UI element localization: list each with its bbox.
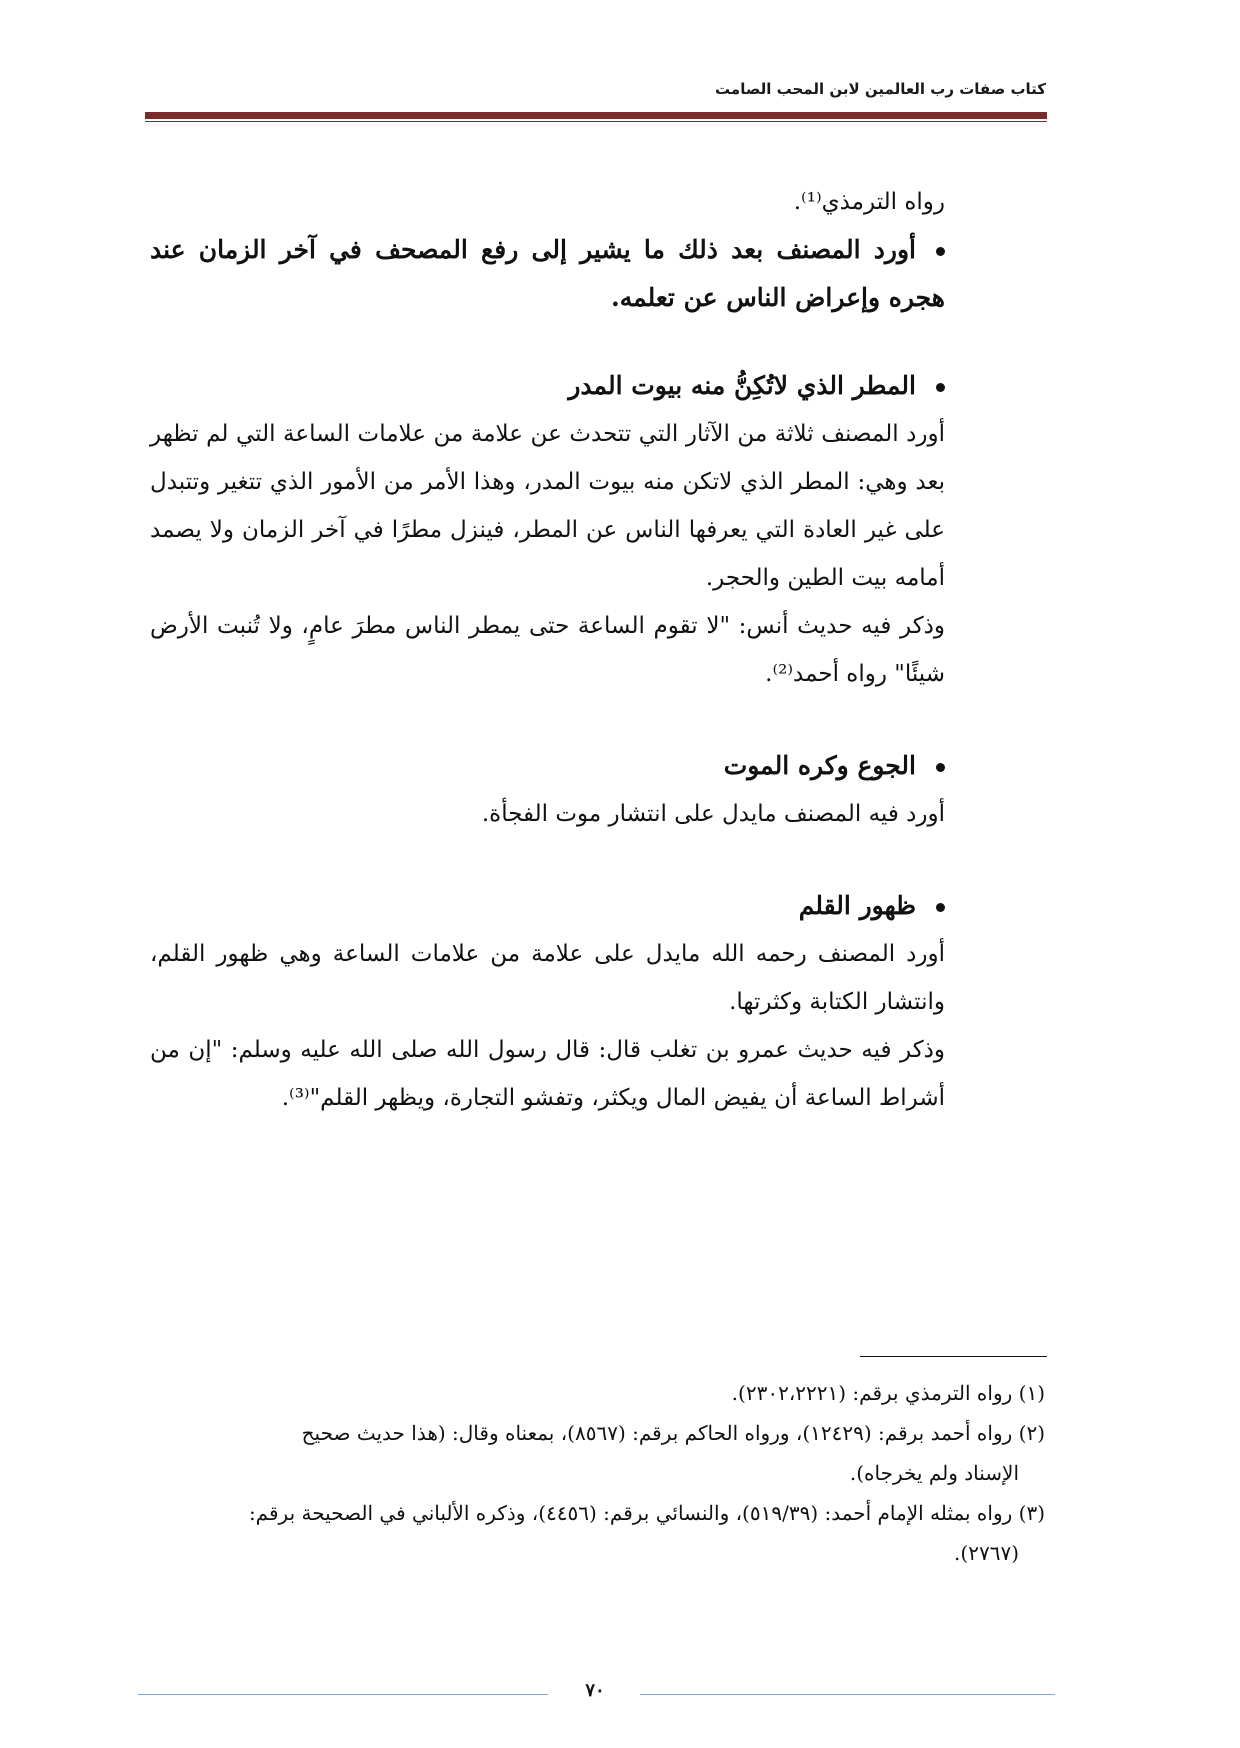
bullet-heading xyxy=(150,882,945,930)
spacer xyxy=(150,322,945,362)
footer-rule-right xyxy=(640,1694,1055,1695)
footnote-3: (٣) رواه بمثله الإمام أحمد: (٥١٩/٣٩)، والنسائي برقم: (٤٤٥٦)، وذكره الألباني في الصحيحة برقم: xyxy=(248,1501,1045,1525)
body-text xyxy=(150,178,945,1122)
running-header: كتاب صفات رب العالمين لابن المحب الصامت xyxy=(715,80,1046,98)
header-rule-thin xyxy=(145,121,1047,122)
page-number: ٧٠ xyxy=(585,1680,605,1701)
footer-rule-left xyxy=(138,1694,548,1695)
paragraph: أورد فيه المصنف مايدل على انتشار موت الفجأة. xyxy=(481,801,945,827)
bullet-icon xyxy=(936,763,945,772)
footnote-3-continued: (٢٧٦٧). xyxy=(954,1541,1019,1565)
footnotes xyxy=(150,1373,1045,1573)
paragraph: وذكر فيه حديث عمرو بن تغلب قال: قال رسول الله صلى الله عليه وسلم: "إن من أشراط الساعة أن يفيض المال ويكثر، وتفشو التجارة، ويظهر القلم"⁽³⁾. xyxy=(150,1037,945,1111)
header-rule-thick xyxy=(145,112,1047,119)
bullet-text: المطر الذي لاتُكِنُّ منه بيوت المدر xyxy=(568,371,916,400)
body-line: رواه الترمذي⁽¹⁾. xyxy=(793,189,945,215)
bullet-text: أورد المصنف بعد ذلك ما يشير إلى رفع المصحف في آخر الزمان عند هجره وإعراض الناس عن تعلمه. xyxy=(150,235,945,312)
bullet-text: ظهور القلم xyxy=(798,891,916,920)
bullet-icon xyxy=(936,903,945,912)
footnote-1: (١) رواه الترمذي برقم: (٢٣٠٢،٢٢٢١). xyxy=(731,1381,1045,1405)
bullet-heading xyxy=(150,226,945,322)
bullet-text: الجوع وكره الموت xyxy=(723,751,916,780)
paragraph: وذكر فيه حديث أنس: "لا تقوم الساعة حتى يمطر الناس مطرَ عامٍ، ولا تُنبت الأرض شيئًا" رواه أحمد⁽²⁾. xyxy=(150,613,945,687)
bullet-heading xyxy=(150,742,945,790)
bullet-heading xyxy=(150,362,945,410)
footnote-2-continued: الإسناد ولم يخرجاه). xyxy=(849,1461,1019,1485)
spacer xyxy=(150,698,945,742)
bullet-icon xyxy=(936,247,945,256)
bullet-icon xyxy=(936,383,945,392)
spacer xyxy=(150,838,945,882)
footnote-separator xyxy=(860,1356,1047,1357)
footnote-2: (٢) رواه أحمد برقم: (١٢٤٢٩)، ورواه الحاكم برقم: (٨٥٦٧)، بمعناه وقال: (هذا حديث صحيح xyxy=(301,1421,1045,1445)
paragraph: أورد المصنف رحمه الله مايدل على علامة من علامات الساعة وهي ظهور القلم، وانتشار الكتابة وكثرتها. xyxy=(150,941,945,1015)
paragraph: أورد المصنف ثلاثة من الآثار التي تتحدث عن علامة من علامات الساعة التي لم تظهر بعد وهي: المطر الذي لاتكن منه بيوت المدر، وهذا الأمر من الأمور الذي تتغير وتتبدل على غير العادة التي يعرفها الناس عن المطر، فينزل مطرًا في آخر الزمان ولا يصمد أمامه بيت الطين والحجر. xyxy=(150,421,945,591)
